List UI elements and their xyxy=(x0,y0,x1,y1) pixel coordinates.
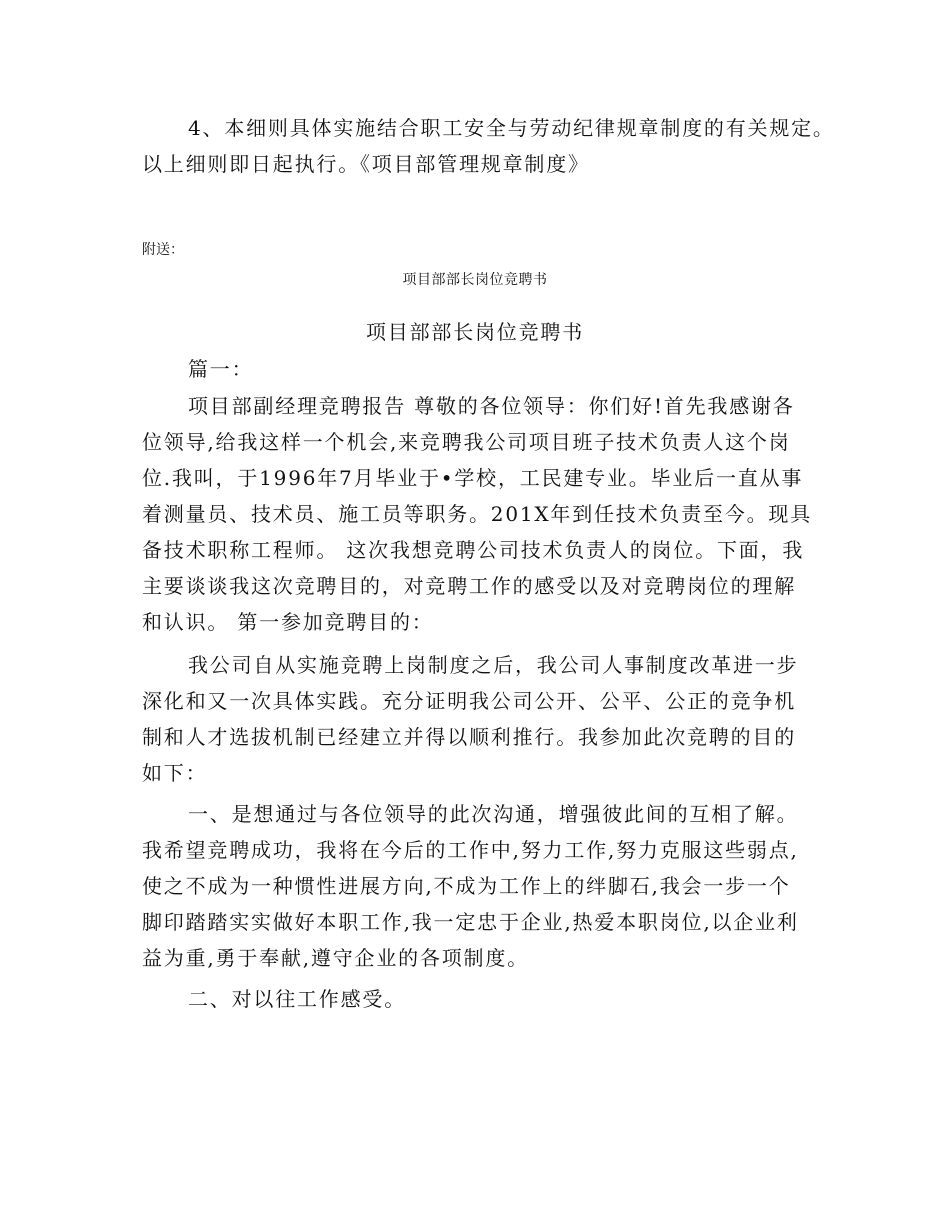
text-line: 使之不成为一种惯性进展方向,不成为工作上的绊脚石,我会一步一个 xyxy=(142,874,791,898)
text-line: 项目部副经理竞聘报告 尊敬的各位领导：你们好!首先我感谢各 xyxy=(188,394,795,418)
text-line: 益为重,勇于奉献,遵守企业的各项制度。 xyxy=(142,946,529,970)
text-line: 位领导,给我这样一个机会,来竞聘我公司项目班子技术负责人这个岗 xyxy=(142,430,791,454)
text-line: 如下： xyxy=(142,761,208,785)
text-line: 我希望竞聘成功，我将在今后的工作中,努力工作,努力克服这些弱点, xyxy=(142,838,799,862)
document-title: 项目部部长岗位竞聘书 xyxy=(366,320,584,344)
text-line: 一、是想通过与各位领导的此次沟通，增强彼此间的互相了解。 xyxy=(188,802,799,826)
text-line: 着测量员、技术员、施工员等职务。201X年到任技术负责至今。现具 xyxy=(142,502,813,526)
paragraph-point-one xyxy=(142,796,814,976)
paragraph-rules-closing xyxy=(142,110,835,182)
text-line: 二、对以往工作感受。 xyxy=(188,987,406,1011)
attachment-title: 项目部部长岗位竞聘书 xyxy=(402,272,548,288)
text-line: 我公司自从实施竞聘上岗制度之后，我公司人事制度改革进一步 xyxy=(188,653,799,677)
text-line: 和认识。 第一参加竞聘目的： xyxy=(142,610,434,634)
paragraph-purpose xyxy=(142,647,814,791)
paragraph-introduction xyxy=(142,388,814,640)
text-line: 位.我叫，于1996年7月毕业于•学校，工民建专业。毕业后一直从事 xyxy=(142,466,804,490)
text-line: 脚印踏踏实实做好本职工作,我一定忠于企业,热爱本职岗位,以企业利 xyxy=(142,910,799,934)
paragraph-point-two xyxy=(142,981,814,1017)
text-line: 4、本细则具体实施结合职工安全与劳动纪律规章制度的有关规定。 xyxy=(188,116,835,140)
text-line: 深化和又一次具体实践。充分证明我公司公开、公平、公正的竞争机 xyxy=(142,689,796,713)
text-line: 主要谈谈我这次竞聘目的，对竞聘工作的感受以及对竞聘岗位的理解 xyxy=(142,574,796,598)
text-line: 篇一： xyxy=(188,357,254,381)
section-label xyxy=(142,351,814,387)
attachment-label: 附送： xyxy=(142,242,184,258)
text-line: 制和人才选拔机制已经建立并得以顺利推行。我参加此次竞聘的目的 xyxy=(142,725,796,749)
text-line: 备技术职称工程师。 这次我想竞聘公司技术负责人的岗位。下面，我 xyxy=(142,538,805,562)
text-line: 以上细则即日起执行。《项目部管理规章制度》 xyxy=(142,152,590,176)
